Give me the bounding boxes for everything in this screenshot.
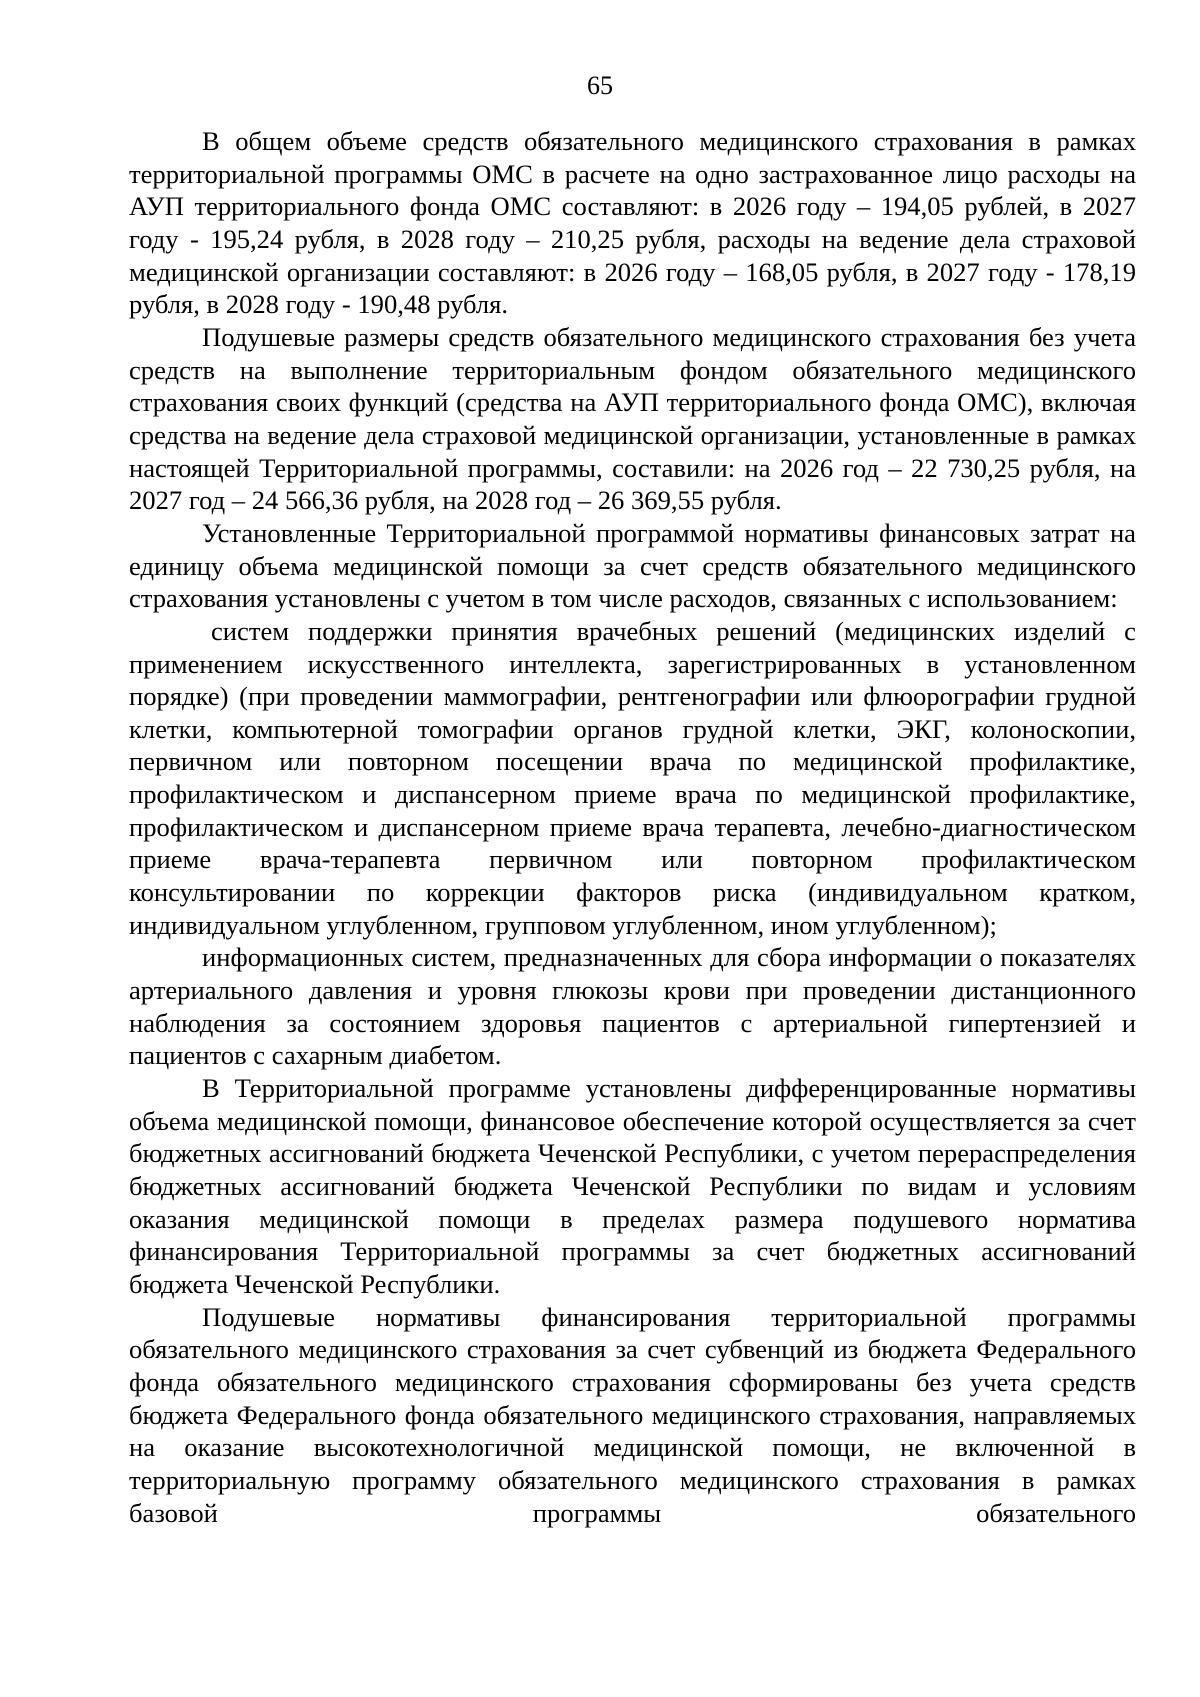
list-item-information-systems: информационных систем, предназначенных для сбора информации о показателях артериального давления и уровня глюкозы крови при проведении дистанционного наблюдения за состоянием здоровья пациентов с артериальной гипертензией и пациентов с сахарным диабетом. — [129, 942, 1136, 1071]
paragraph-differentiated-norms: В Территориальной программе установлены дифференцированные нормативы объема медицинской помощи, финансовое обеспечение которой осуществляется за счет бюджетных ассигнований бюджета Чеченской Республики, с учетом перераспределения бюджетных ассигнований бюджета Чеченской Республики по видам и условиям оказания медицинской помощи в пределах размера подушевого норматива финансирования Территориальной программы за счет бюджетных ассигнований бюджета Чеченской Республики. — [129, 1073, 1136, 1299]
page-number: 65 — [587, 71, 613, 100]
paragraph-per-capita-sizes: Подушевые размеры средств обязательного медицинского страхования без учета средств на выполнение территориальным фондом обязательного медицинского страхования своих функций (средства на АУП территориального фонда ОМС), включая средства на ведение дела страховой медицинской организации, установленные в рамках настоящей Территориальной программы, составили: на 2026 год – 22 730,25 рубля, на 2027 год – 24 566,36 рубля, на 2028 год – 26 369,55 рубля. — [129, 321, 1136, 516]
paragraph-cost-standards: Установленные Территориальной программой нормативы финансовых затрат на единицу объема медицинской помощи за счет средств обязательного медицинского страхования установлены с учетом в том числе расходов, связанных с использованием: — [129, 517, 1136, 614]
list-item-decision-support-systems: систем поддержки принятия врачебных решений (медицинских изделий с применением искусственного интеллекта, зарегистрированных в установленном порядке) (при проведении маммографии, рентгенографии или флюорографии грудной клетки, компьютерной томографии органов грудной клетки, ЭКГ, колоноскопии, первичном или повторном посещении врача по медицинской профилактике, профилактическом и диспансерном приеме врача по медицинской профилактике, профилактическом и диспансерном приеме врача терапевта, лечебно-диагностическом приеме врача-терапевта первичном или повторном профилактическом консультировании по коррекции факторов риска (индивидуальном кратком, индивидуальном углубленном, групповом углубленном, ином углубленном); — [129, 615, 1136, 940]
document-body — [129, 125, 1136, 1529]
paragraph-per-capita-norms: Подушевые нормативы финансирования территориальной программы обязательного медицинского страхования за счет субвенций из бюджета Федерального фонда обязательного медицинского страхования сформированы без учета средств бюджета Федерального фонда обязательного медицинского страхования, направляемых на оказание высокотехнологичной медицинской помощи, не включенной в территориальную программу обязательного медицинского страхования в рамках базовой программы обязательного — [129, 1301, 1136, 1528]
paragraph-aup-expenses: В общем объеме средств обязательного медицинского страхования в рамках территориальной программы ОМС в расчете на одно застрахованное лицо расходы на АУП территориального фонда ОМС составляют: в 2026 году – 194,05 рублей, в 2027 году - 195,24 рубля, в 2028 году – 210,25 рубля, расходы на ведение дела страховой медицинской организации составляют: в 2026 году – 168,05 рубля, в 2027 году - 178,19 рубля, в 2028 году - 190,48 рубля. — [129, 126, 1136, 320]
